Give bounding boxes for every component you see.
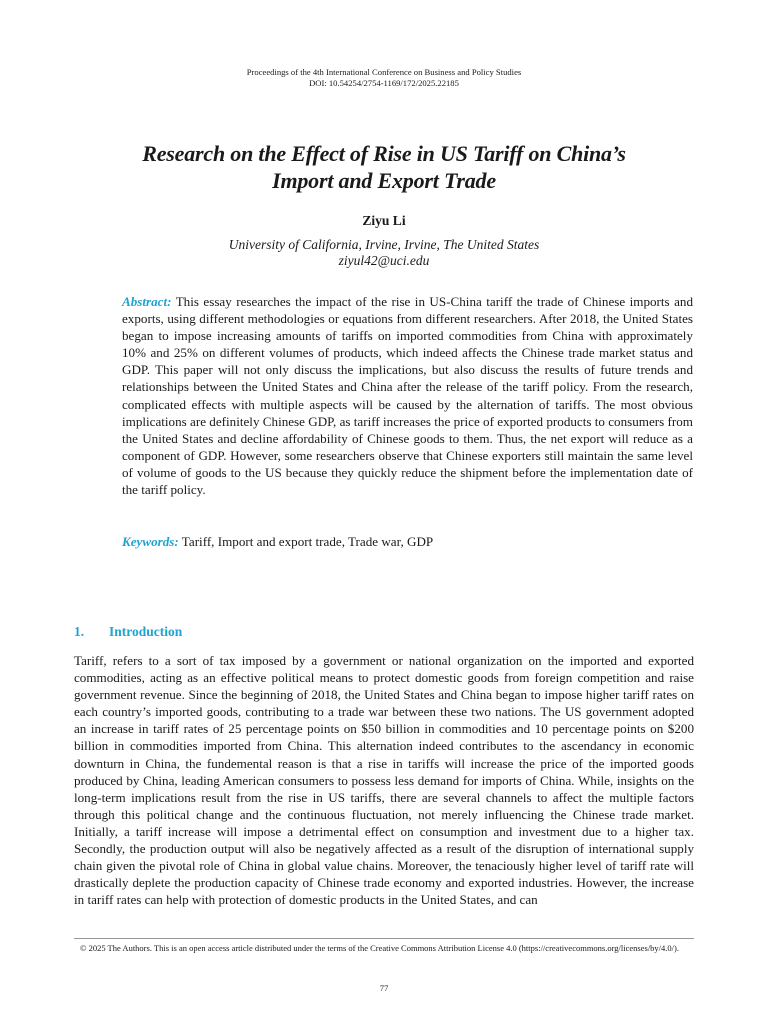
- section-number: 1.: [74, 624, 85, 639]
- abstract: [122, 293, 693, 498]
- running-header: [0, 67, 768, 89]
- keywords: [122, 533, 693, 550]
- conference-name: Proceedings of the 4th International Conference on Business and Policy Studies: [246, 67, 522, 77]
- author-affiliation-block: [0, 237, 768, 269]
- title-line-1: Research on the Effect of Rise in US Tariff on China’s: [142, 141, 626, 166]
- abstract-label: Abstract:: [122, 294, 172, 309]
- affiliation: University of California, Irvine, Irvine, The United States: [228, 237, 540, 252]
- license-notice: © 2025 The Authors. This is an open access article distributed under the terms of the Creative Commons Attribution License 4.0 (https://creativecommons.org/licenses/by/4.0/).: [80, 943, 679, 953]
- section-heading-introduction: [74, 623, 182, 640]
- author-email: ziyul42@uci.edu: [338, 253, 430, 268]
- abstract-text: This essay researches the impact of the rise in US-China tariff the trade of Chinese imports and exports, using different methodologies or equations from different researchers. After 2018, the United States began to impose increasing amounts of tariffs on imported commodities from China with approximately 10% and 25% on different volumes of products, which indeed affects the Chinese trade market status and GDP. This paper will not only discuss the implications, but also discuss the results of future trends and relationships between the United States and China after the release of the tariff policy. From the research, complicated effects with multiple aspects will be caused by the alternation of tariffs. The most obvious implications are definitely Chinese GDP, as tariff increases the price of exported products to consumers from the United States and decline affordability of Chinese goods to them. Thus, the net export will reduce as a component of GDP. However, some researchers observe that Chinese exporters still maintain the same level of volume of goods to the US because they quickly reduce the shipment before the implementation date of the tariff policy.: [122, 294, 693, 498]
- introduction-paragraph: Tariff, refers to a sort of tax imposed by a government or national organization on the imported and exported commodities, acting as an effective political means to protect domestic goods from foreign competition and raise government revenue. Since the beginning of 2018, the United States and China began to impose higher tariff rates on each country’s imported goods, contributing to a trade war between these two nations. The US government adopted an increase in tariff rates of 25 percentage points on $50 billion in commodities and 10 percentage points on $200 billion in commodities imported from China. This alternation indeed contributes to the ascendancy in economic downturn in China, the fundemental reason is that a rise in tariffs will increase the price of the imported goods produced by China, leading American consumers to possess less demand for imports of China. While, insights on the long-term implications result from the rise in US tariffs, there are several channels to affect the multiple factors through this political change and the continuous fluctuation, not merely influencing the Chinese trade market. Initially, a tariff increase will impose a detrimental effect on consumption and investment due to a higher tax. Secondly, the production output will also be negatively affected as a result of the disruption of international supply chain given the pivotal role of China in global value chains. Moreover, the tenaciously higher level of tariff rate will drastically deplete the production capacity of Chinese trade economy and exported industries. However, the increase in tariff rates can help with protection of domestic products in the United States, and can: [74, 653, 694, 908]
- page-number: 77: [379, 983, 389, 993]
- keywords-text: Tariff, Import and export trade, Trade war, GDP: [181, 534, 434, 549]
- footer-divider: [74, 938, 694, 939]
- paper-title: [60, 140, 708, 194]
- doi: DOI: 10.54254/2754-1169/172/2025.22185: [309, 78, 459, 88]
- section-title: Introduction: [109, 624, 183, 639]
- keywords-label: Keywords:: [122, 534, 179, 549]
- title-line-2: Import and Export Trade: [272, 168, 496, 193]
- author-name: Ziyu Li: [362, 213, 406, 228]
